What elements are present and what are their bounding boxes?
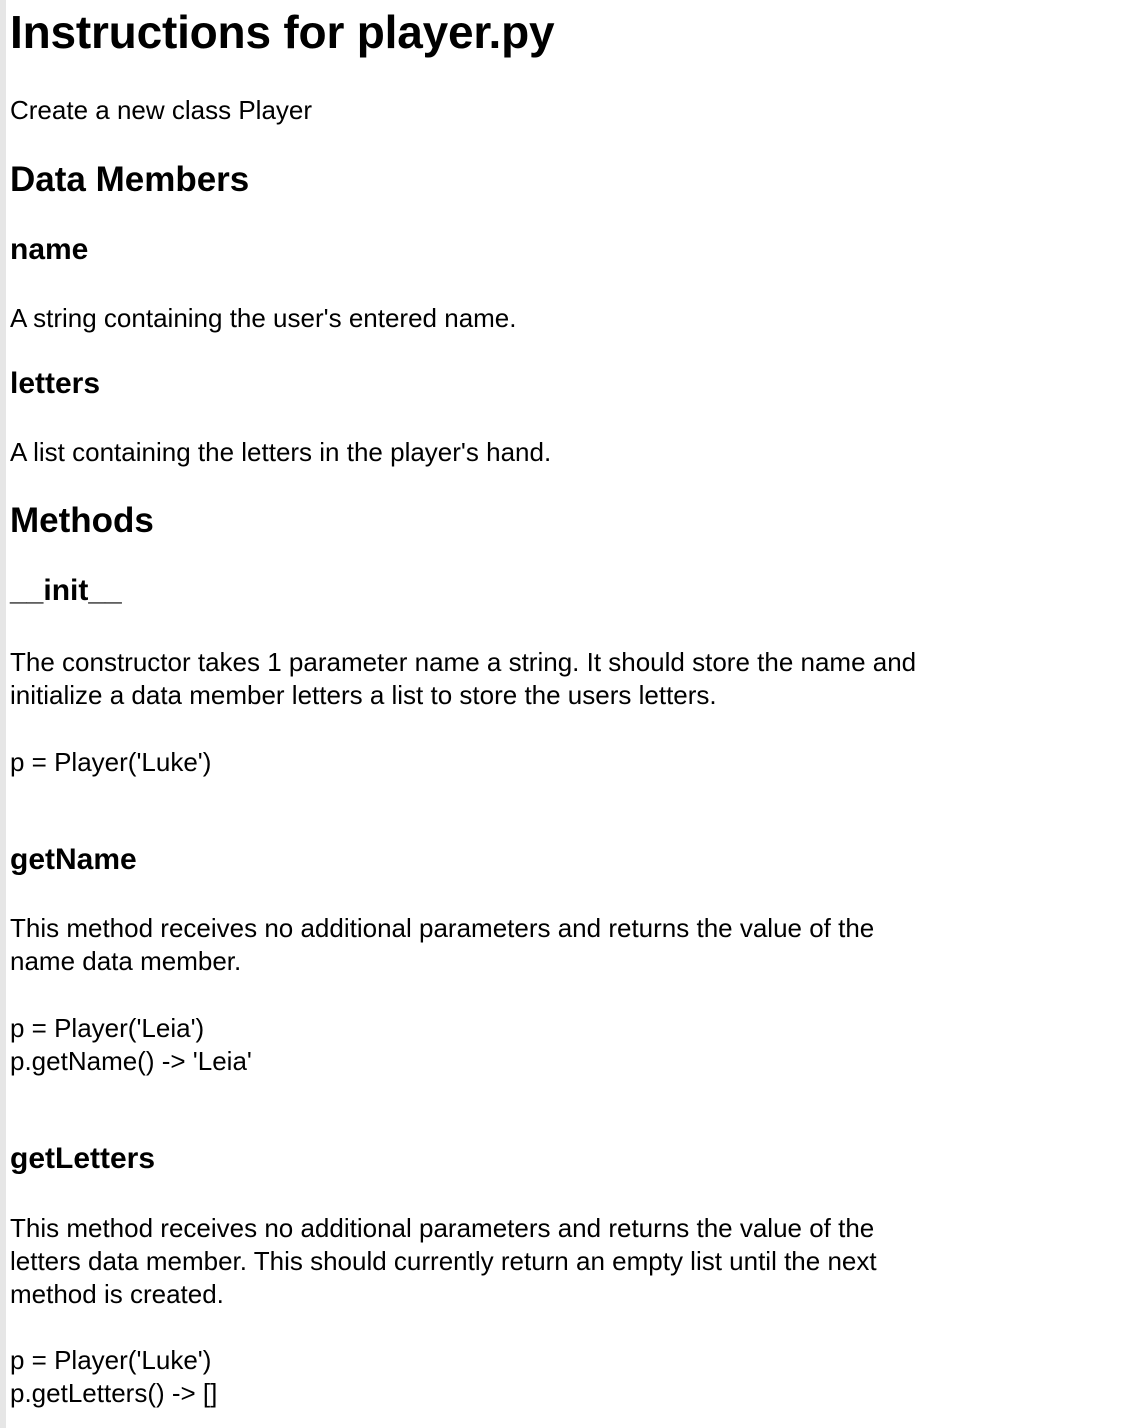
method-getletters-description	[10, 1212, 877, 1311]
member-name-description: A string containing the user's entered name.	[10, 303, 517, 333]
example-line: p.getName() -> 'Leia'	[10, 1046, 252, 1076]
method-getname-heading: getName	[10, 843, 137, 876]
member-name-heading: name	[10, 233, 89, 266]
description-line: This method receives no additional parameters and returns the value of the	[10, 1213, 875, 1243]
member-letters-description: A list containing the letters in the player's hand.	[10, 437, 552, 467]
method-getname-example	[10, 1012, 252, 1078]
intro-text: Create a new class Player	[10, 95, 313, 125]
description-line: The constructor takes 1 parameter name a string. It should store the name and	[10, 647, 917, 677]
member-letters-heading: letters	[10, 367, 101, 400]
methods-heading: Methods	[10, 501, 154, 540]
description-line: name data member.	[10, 946, 242, 976]
page-title: Instructions for player.py	[10, 6, 555, 58]
example-line: p = Player('Luke')	[10, 1345, 212, 1375]
example-line: p = Player('Leia')	[10, 1013, 205, 1043]
example-line: p.getLetters() -> []	[10, 1378, 218, 1408]
description-line: initialize a data member letters a list to store the users letters.	[10, 680, 717, 710]
data-members-heading: Data Members	[10, 160, 250, 199]
method-getletters-heading: getLetters	[10, 1142, 156, 1175]
description-line: letters data member. This should currently return an empty list until the next	[10, 1246, 877, 1276]
description-line: This method receives no additional parameters and returns the value of the	[10, 913, 875, 943]
method-init-example	[10, 746, 211, 779]
page-left-border	[0, 0, 6, 1428]
description-line: method is created.	[10, 1279, 224, 1309]
method-init-heading: __init__	[10, 574, 122, 607]
method-getletters-example	[10, 1344, 217, 1410]
method-init-description	[10, 646, 916, 712]
example-line: p = Player('Luke')	[10, 747, 212, 777]
method-getname-description	[10, 912, 874, 978]
